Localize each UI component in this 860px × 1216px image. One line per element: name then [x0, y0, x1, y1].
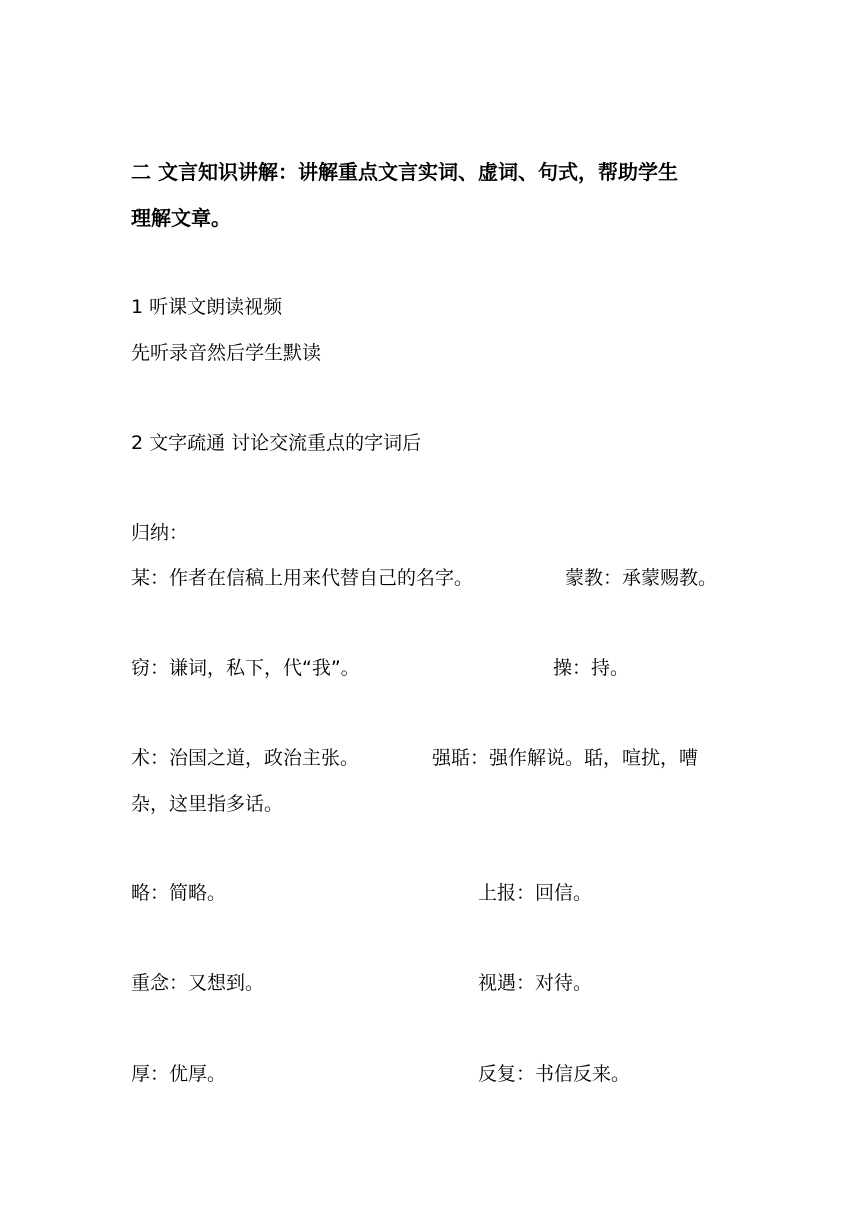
gloss-left: 某：作者在信稿上用来代替自己的名字。: [131, 567, 474, 589]
section-title-line-2: 理解文章。: [131, 206, 231, 230]
gloss-right: 视遇：对待。: [478, 972, 593, 994]
gloss-left: 重念：又想到。: [131, 972, 265, 994]
gloss-right: 操：持。: [553, 657, 630, 679]
section-title-line-1: 二 文言知识讲解：讲解重点文言实词、虚词、句式，帮助学生: [131, 160, 678, 184]
gloss-left: 窃：谦词，私下，代“我”。: [131, 657, 360, 679]
gloss-left: 术：治国之道，政治主张。: [131, 747, 360, 769]
gloss-left-continuation: 杂，这里指多话。: [131, 793, 284, 815]
step2-title: 2 文字疏通 讨论交流重点的字词后: [131, 432, 422, 454]
gloss-right: 强聒：强作解说。聒，喧扰，嘈: [432, 747, 699, 769]
gloss-right: 上报：回信。: [478, 882, 593, 904]
gloss-right: 反复：书信反来。: [478, 1063, 631, 1085]
step1-detail: 先听录音然后学生默读: [131, 342, 322, 364]
gloss-left: 略：简略。: [131, 882, 227, 904]
summary-label: 归纳：: [131, 522, 189, 544]
gloss-left: 厚：优厚。: [131, 1063, 227, 1085]
gloss-right: 蒙教：承蒙赐教。: [565, 567, 718, 589]
step1-title: 1 听课文朗读视频: [131, 296, 283, 318]
